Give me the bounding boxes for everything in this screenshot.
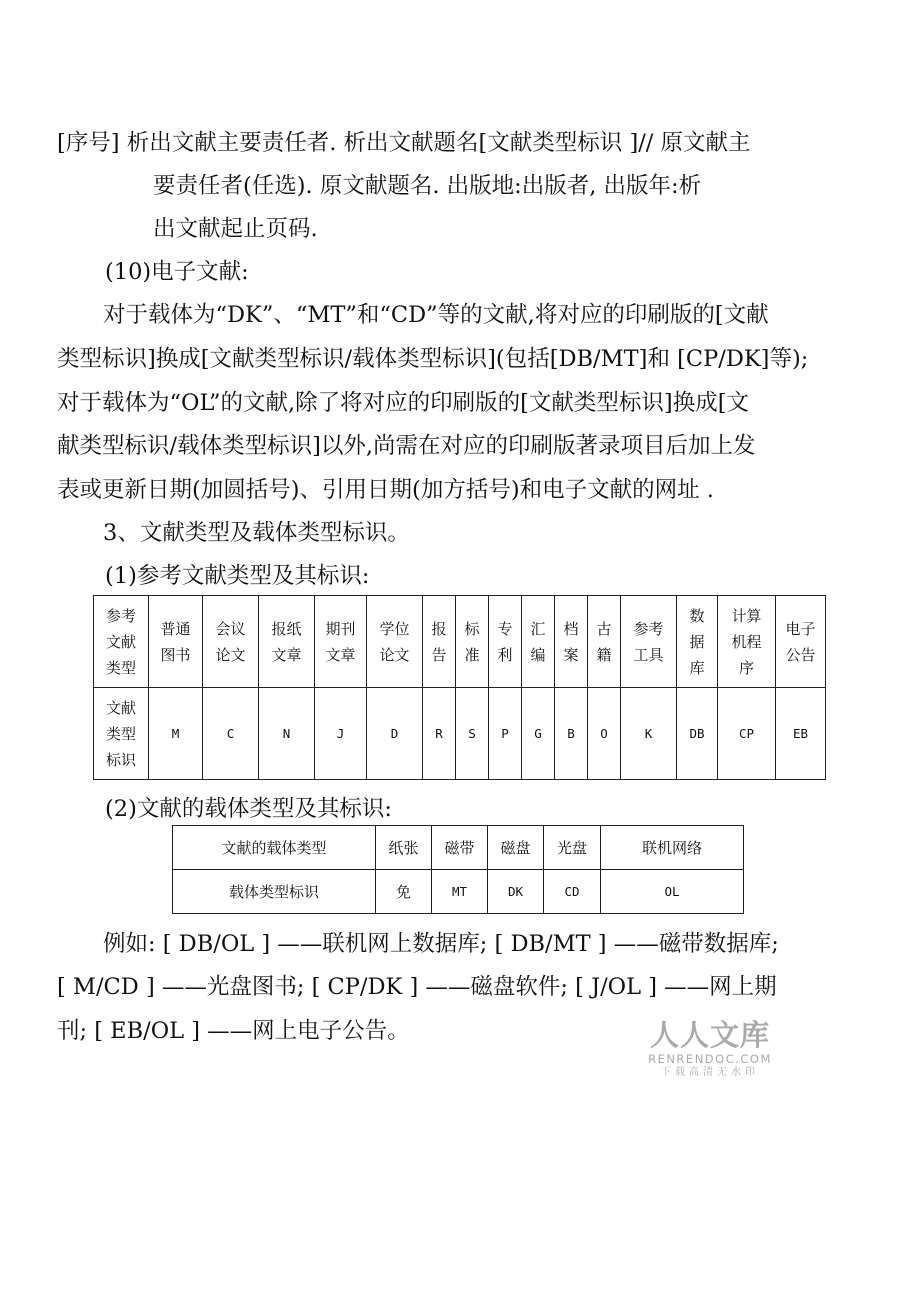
example-line-3: 刊; [ EB/OL ] ——网上电子公告。	[57, 1018, 410, 1044]
text-line-1: [序号] 析出文献主要责任者. 析出文献题名[文献类型标识 ]// 原文献主	[57, 130, 751, 156]
section-2-heading: (2)文献的载体类型及其标识:	[105, 796, 392, 822]
table1-header-cell: 参考 文献 类型	[94, 596, 149, 688]
table1-value-cell: CP	[718, 688, 776, 780]
table2-value-cell: CD	[544, 870, 601, 914]
example-line-1: 例如: [ DB/OL ] ——联机网上数据库; [ DB/MT ] ——磁带数据库;	[103, 931, 779, 957]
text-line-4: (10)电子文献:	[105, 259, 249, 285]
table2-header-cell: 纸张	[376, 826, 432, 870]
table1-value-cell: N	[259, 688, 315, 780]
text-line-8: 献类型标识/载体类型标识]以外,尚需在对应的印刷版著录项目后加上发	[57, 433, 756, 459]
table1-header-cell: 汇 编	[522, 596, 555, 688]
text-line-5: 对于载体为“DK”、“MT”和“CD”等的文献,将对应的印刷版的[文献	[103, 302, 769, 328]
table2-value-cell: OL	[601, 870, 744, 914]
table2-header-cell: 文献的载体类型	[173, 826, 376, 870]
table2-value-cell: DK	[488, 870, 544, 914]
table1-header-cell: 计算 机程 序	[718, 596, 776, 688]
table2-value-cell: 载体类型标识	[173, 870, 376, 914]
table2-header-cell: 磁带	[432, 826, 488, 870]
table2-header-row	[173, 826, 744, 870]
table2-header-cell: 光盘	[544, 826, 601, 870]
table1-header-cell: 古 籍	[588, 596, 621, 688]
section-1-heading: (1)参考文献类型及其标识:	[105, 563, 370, 589]
example-line-2: [ M/CD ] ——光盘图书; [ CP/DK ] ——磁盘软件; [ J/OL ] ——网上期	[57, 974, 777, 1000]
table1-value-cell: EB	[776, 688, 826, 780]
table1-header-cell: 标 准	[456, 596, 489, 688]
table1-value-cell: R	[423, 688, 456, 780]
carrier-type-table	[172, 825, 744, 914]
section-3-heading: 3、文献类型及载体类型标识。	[103, 520, 410, 546]
table1-value-cell: DB	[677, 688, 718, 780]
table1-header-cell: 报 告	[423, 596, 456, 688]
table2-value-row	[173, 870, 744, 914]
watermark-logo	[648, 1018, 772, 1080]
text-line-6: 类型标识]换成[文献类型标识/载体类型标识](包括[DB/MT]和 [CP/DK]等);	[57, 346, 809, 372]
table1-value-cell: B	[555, 688, 588, 780]
table1-header-cell: 参考 工具	[621, 596, 677, 688]
watermark-title: 人人文库	[649, 1018, 770, 1052]
table1-value-cell: K	[621, 688, 677, 780]
table1-value-row	[94, 688, 826, 780]
table1-value-cell: P	[489, 688, 522, 780]
table1-value-cell: G	[522, 688, 555, 780]
table1-value-cell: O	[588, 688, 621, 780]
table1-header-cell: 普通 图书	[149, 596, 203, 688]
table1-value-cell: 文献 类型 标识	[94, 688, 149, 780]
table2-value-cell: 免	[376, 870, 432, 914]
watermark-url: RENRENDOC.COM	[648, 1052, 772, 1066]
watermark-subtitle: 下载高清无水印	[661, 1067, 759, 1078]
table2-header-cell: 磁盘	[488, 826, 544, 870]
table1-header-row	[94, 596, 826, 688]
table1-value-cell: S	[456, 688, 489, 780]
text-line-7: 对于载体为“OL”的文献,除了将对应的印刷版的[文献类型标识]换成[文	[57, 390, 749, 416]
table1-value-cell: C	[203, 688, 259, 780]
text-line-3: 出文献起止页码.	[153, 216, 318, 242]
table1-value-cell: M	[149, 688, 203, 780]
table2-value-cell: MT	[432, 870, 488, 914]
table1-header-cell: 档 案	[555, 596, 588, 688]
table1-header-cell: 期刊 文章	[315, 596, 367, 688]
table1-header-cell: 电子 公告	[776, 596, 826, 688]
text-line-9: 表或更新日期(加圆括号)、引用日期(加方括号)和电子文献的网址 .	[57, 477, 714, 503]
table1-header-cell: 学位 论文	[367, 596, 423, 688]
table1-header-cell: 数 据 库	[677, 596, 718, 688]
text-line-2: 要责任者(任选). 原文献题名. 出版地:出版者, 出版年:析	[153, 173, 702, 199]
table1-header-cell: 专 利	[489, 596, 522, 688]
document-type-table	[93, 595, 826, 780]
table1-header-cell: 报纸 文章	[259, 596, 315, 688]
table1-value-cell: J	[315, 688, 367, 780]
table1-value-cell: D	[367, 688, 423, 780]
table2-header-cell: 联机网络	[601, 826, 744, 870]
table1-header-cell: 会议 论文	[203, 596, 259, 688]
